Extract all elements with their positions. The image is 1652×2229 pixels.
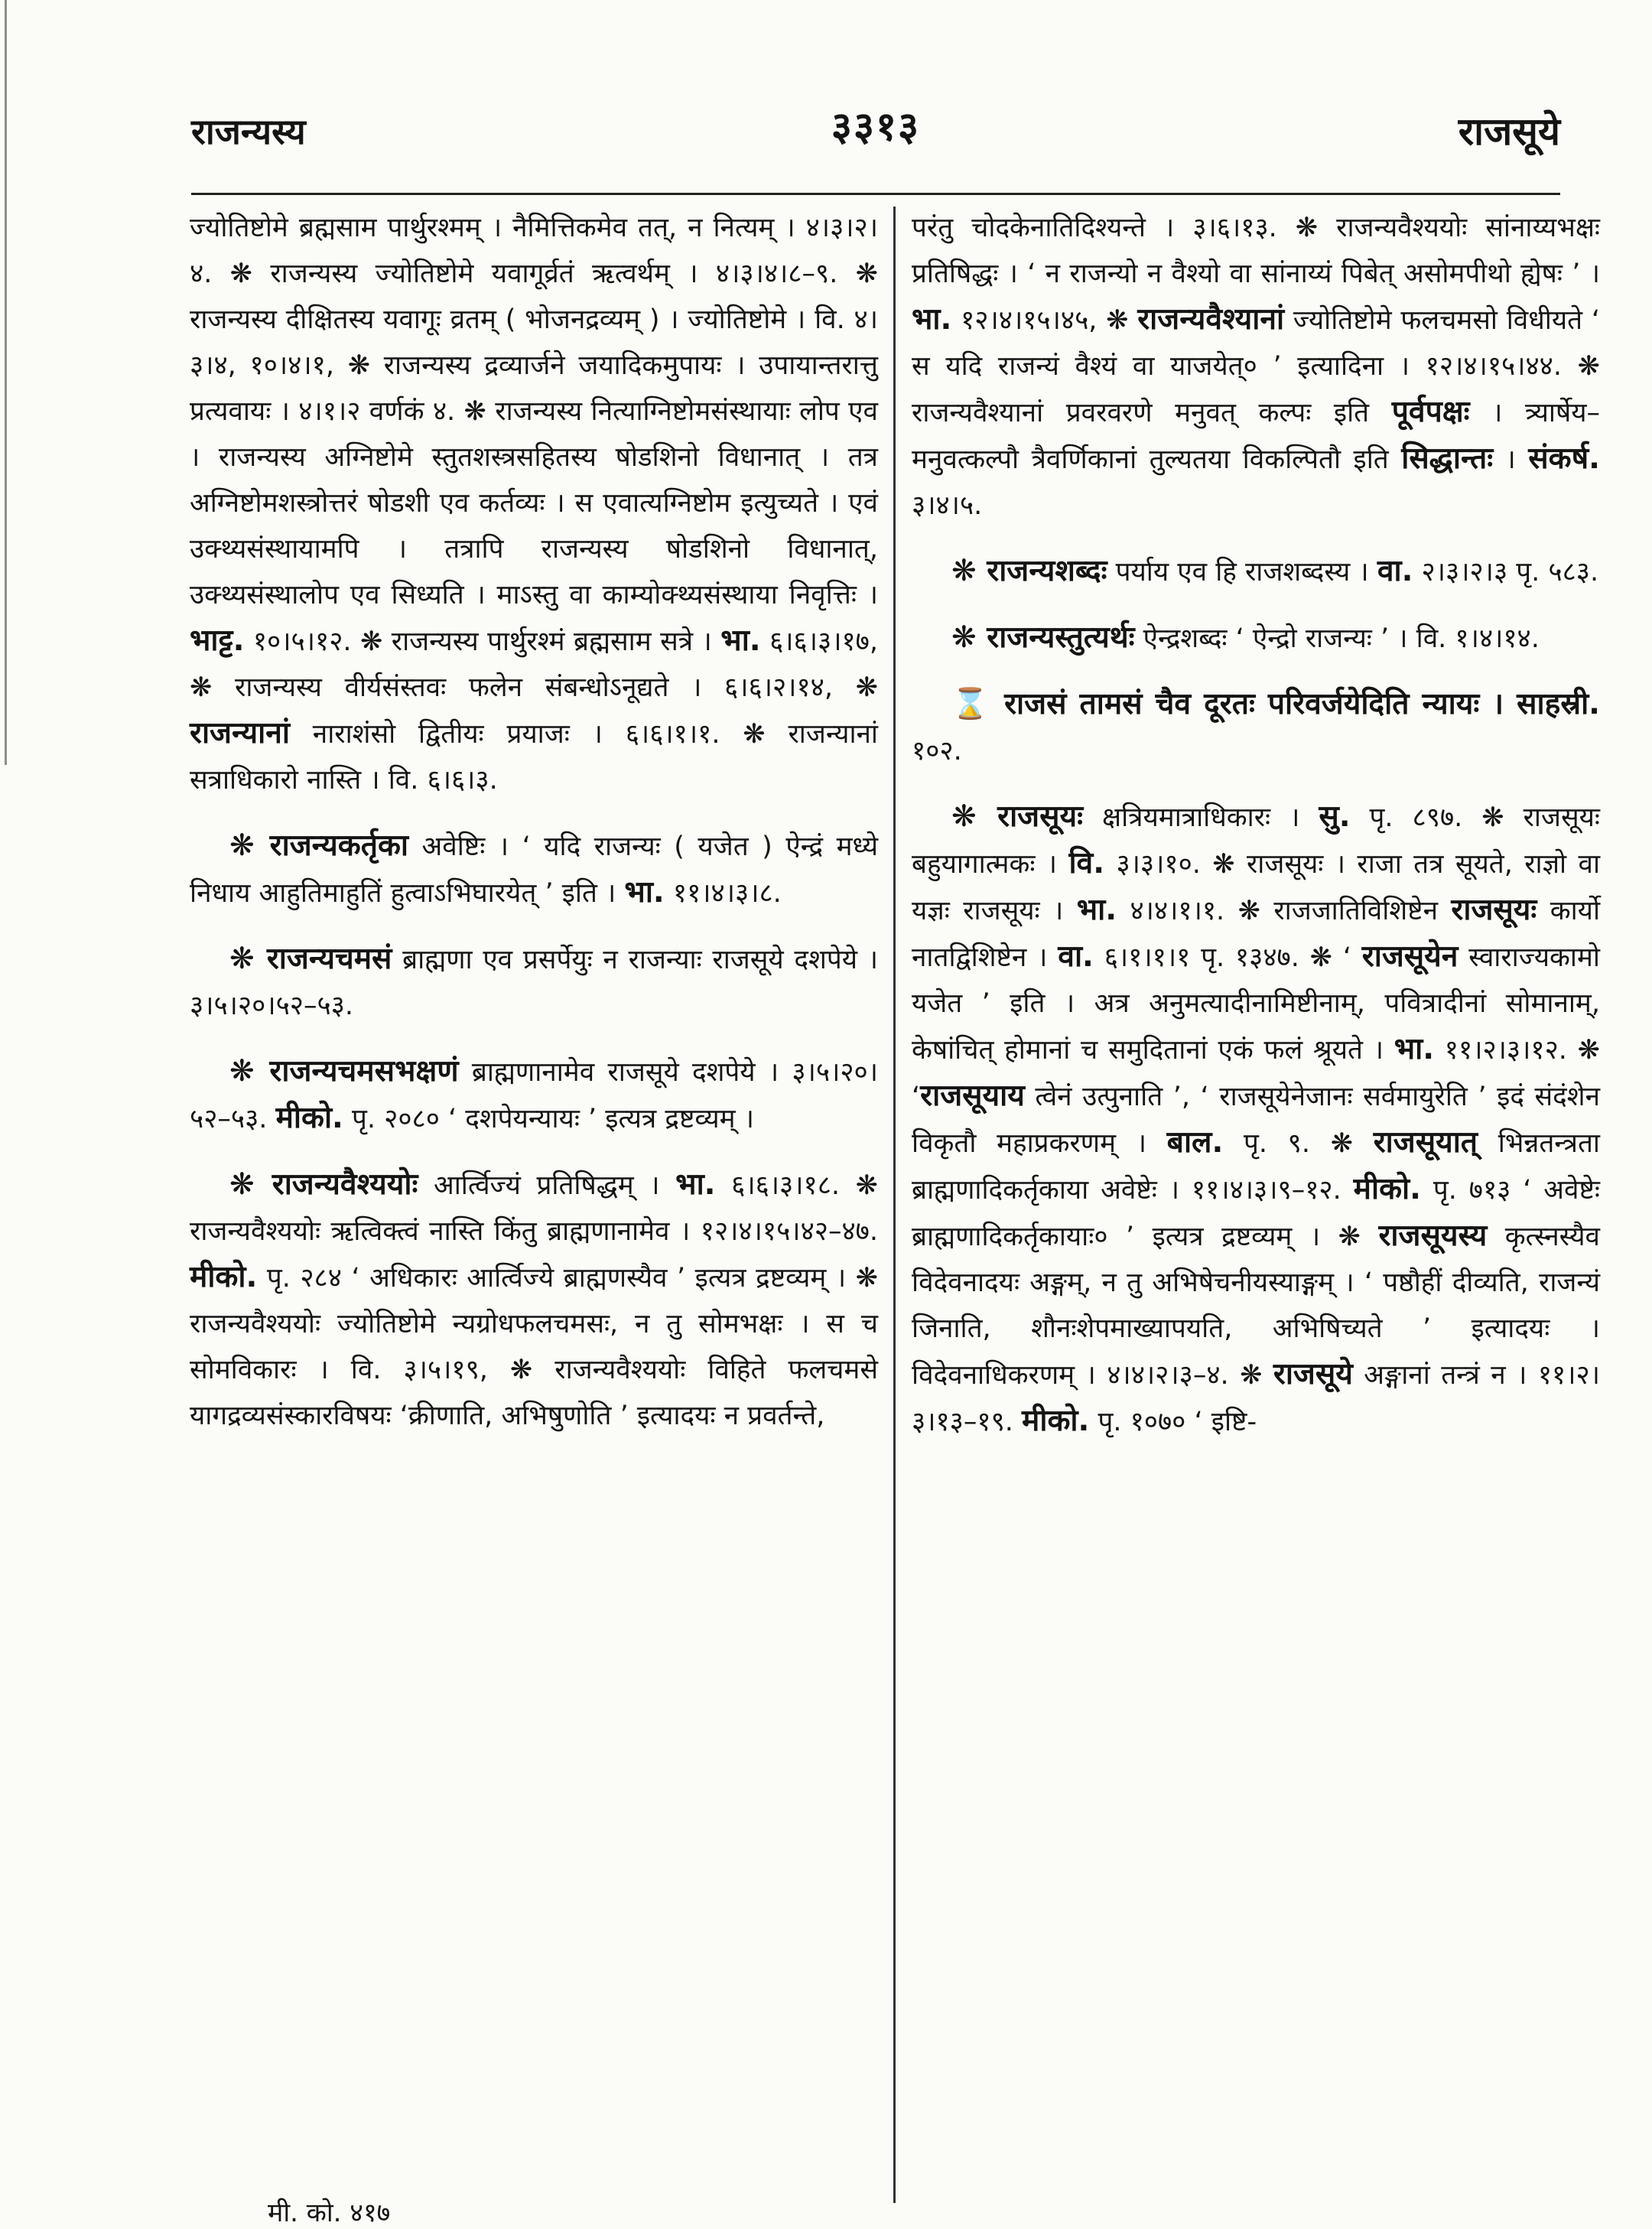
page-edge-line [5, 0, 7, 765]
entry-paragraph [912, 548, 1600, 595]
column-divider [893, 207, 896, 2203]
entry-text: ११।४।३।८. [664, 878, 782, 909]
header-right-word: राजसूये [1458, 109, 1560, 154]
entry-text: भिन्नतन्त्रता ब्राह्मणादिकर्तृकाया अवेष्टेः । ११।४।३।९–१२. [912, 1128, 1600, 1206]
headword: ❋ राजन्यकर्तृका [229, 828, 408, 863]
entry-text: । त्र्यार्षेय–मनुवत्कल्पौ त्रैवर्णिकानां तुल्यतया विकल्पितौ इति [912, 398, 1601, 475]
headword: मीको. [1022, 1404, 1090, 1438]
headword: मीको. [275, 1101, 343, 1135]
entry-text: । [1493, 444, 1529, 475]
entry-text: त्वेनं उत्पुनाति ’, ‘ राजसूयेनेजानः सर्वमायुरेति ’ इदं संदंशेन विकृतौ महाप्रकरणम् । [912, 1082, 1600, 1159]
entry-text: पृ. २०८० ‘ दशपेयन्यायः ’ इत्यत्र द्रष्टव्यम् । [343, 1104, 754, 1134]
headword: ❋ राजन्यवैश्ययोः [229, 1167, 418, 1202]
headword: भा. [912, 302, 952, 337]
headword: राजसूयः [1451, 893, 1537, 927]
headword: राजसूयेन [1361, 939, 1459, 974]
headword: वा. [1058, 939, 1094, 974]
headword: ❋ राजन्यस्तुत्यर्थः [951, 620, 1135, 655]
entry-text: ३।४।५. [912, 490, 983, 521]
headword: भा. [1393, 1032, 1435, 1066]
entry-text: १०।५।१२. ❋ राजन्यस्य पार्थुरश्मं ब्रह्मसाम सत्रे । [244, 626, 721, 657]
header-rule [191, 193, 1560, 195]
headword: भा. [624, 875, 665, 909]
entry-text: पर्याय एव हि राजशब्दस्य । [1107, 557, 1377, 587]
entry-text: कृत्स्नस्यैव विदेवनादयः अङ्गम्, न तु अभिषेचनीयस्याङ्गम् । ‘ पष्ठौहीं दीव्यति, राजन्यं जिनाति, शौनःशेपमाख्यापयति, अभिषिच्यते ’ इत्यादयः । विदेवनाधिकरणम् । ४।४।२।३–४. ❋ [912, 1222, 1600, 1391]
headword: राजन्यानां [190, 716, 290, 750]
entry-text: आर्त्विज्यं प्रतिषिद्धम् । [418, 1170, 676, 1201]
page-number: ३३१३ [831, 104, 921, 150]
entry-paragraph [912, 205, 1600, 529]
entry-text: पृ. ७१३ ‘ अवेष्टेः ब्राह्मणादिकर्तृकायाः० ’ इत्यत्र द्रष्टव्यम् । ❋ [912, 1175, 1600, 1252]
entry-text: ६।६।३।१७, ❋ राजन्यस्य वीर्यसंस्तवः फलेन संबन्धोऽनूद्यते । ६।६।२।१४, ❋ [190, 626, 879, 703]
entry-text: ब्राह्मणा एव प्रसर्पेयुः न राजन्याः राजसूये दशपेये । ३।५।२०।५२–५३. [190, 945, 878, 1021]
entry-text: ११।२।३।१२. ❋ ‘ [912, 1035, 1600, 1112]
headword: मीको. [190, 1260, 258, 1294]
entry-paragraph [190, 936, 878, 1029]
entry-paragraph [190, 823, 878, 916]
entry-text: १०२. [912, 736, 962, 766]
left-column [190, 205, 878, 1459]
headword: वा. [1377, 554, 1413, 588]
entry-paragraph [912, 615, 1600, 662]
entry-text: ६।१।१।१ पृ. १३४७. ❋ ‘ [1093, 942, 1362, 973]
headword: बाल. [1166, 1125, 1224, 1160]
entry-text: परंतु चोदकेनातिदिश्यन्ते । ३।६।१३. ❋ राजन्यवैश्ययोः सांनाय्यभक्षः प्रतिषिद्धः । ‘ न राजन्यो न वैश्यो वा सांनाय्यं पिबेत् असोमपीथो ह्येषः ’ । [912, 213, 1600, 289]
entry-text: नाराशंसो द्वितीयः प्रयाजः । ६।६।१।१. ❋ राजन्यानां सत्राधिकारो नास्ति । वि. ६।६।३. [190, 719, 878, 796]
page-header [191, 104, 1560, 176]
entry-text: पृ. १०७० ‘ इष्टि- [1089, 1407, 1257, 1437]
entry-text: पृ. २८४ ‘ अधिकारः आर्त्विज्ये ब्राह्मणस्यैव ’ इत्यत्र द्रष्टव्यम् । ❋ राजन्यवैश्ययोः ज्योतिष्टोमे न्यग्रोधफलचमसः, न तु सोमभक्षः । स च सोमविकारः । वि. ३।५।१९, ❋ राजन्यवैश्ययोः विहिते फलचमसे यागद्रव्यसंस्कारविषयः ‘क्रीणाति, अभिषुणोति ’ इत्यादयः न प्रवर्तन्ते, [190, 1263, 878, 1431]
entry-text: २।३।२।३ पृ. ५८३. [1413, 557, 1599, 587]
headword: भा. [675, 1167, 716, 1202]
headword: भा. [1076, 893, 1117, 927]
entry-paragraph [190, 1162, 878, 1439]
headword: ❋ राजन्यचमसभक्षणं [229, 1054, 459, 1088]
headword: राजसूयाय [920, 1079, 1025, 1113]
entry-text: अङ्गानां तन्त्रं न । ११।२।३।१३–१९. [912, 1360, 1600, 1437]
entry-text: अवेष्टिः । ‘ यदि राजन्यः ( यजेत ) ऐन्द्रं मध्ये निधाय आहुतिमाहुतिं हुत्वाऽभिघारयेत् ’ इति । [190, 831, 878, 909]
headword: वि. [1068, 846, 1105, 880]
entry-text: स्वाराज्यकामो यजेत ’ इति । अत्र अनुमत्यादीनामिष्टीनाम्, पवित्रादीनां सोमानाम्, केषांचित् होमानां च समुदितानां एकं फलं श्रूयते । [912, 942, 1600, 1066]
entry-text: ज्योतिष्टोमे ब्रह्मसाम पार्थुरश्मम् । नैमित्तिकमेव तत्, न नित्यम् । ४।३।२।४. ❋ राजन्यस्य ज्योतिष्टोमे यवागूर्व्रतं ऋत्वर्थम् । ४।३।४।८–९. ❋ राजन्यस्य दीक्षितस्य यवागूः व्रतम् ( भोजनद्रव्यम् ) । ज्योतिष्टोमे । वि. ४।३।४, १०।४।१, ❋ राजन्यस्य द्रव्यार्जने जयादिकमुपायः । उपायान्तरात्तु प्रत्यवायः । ४।१।२ वर्णकं ४. ❋ राजन्यस्य नित्याग्निष्टोमसंस्थायाः लोप एव । राजन्यस्य अग्निष्टोमे स्तुतशस्त्रसहितस्य षोडशिनो विधानात् । तत्र अग्निष्टोमशस्त्रोत्तरं षोडशी एव कर्तव्यः । स एवात्यग्निष्टोम इत्युच्यते । एवं उक्थ्यसंस्थायामपि । तत्रापि राजन्यस्य षोडशिनो विधानात्, उक्थ्यसंस्थालोप एव सिध्यति । माऽस्तु वा काम्योक्थ्यसंस्थाया निवृत्तिः । [190, 213, 878, 610]
headword: ❋ राजसूयः [951, 799, 1083, 834]
entry-text: ब्राह्मणानामेव राजसूये दशपेये । ३।५।२०।५२–५३. [190, 1057, 879, 1134]
entry-text: पृ. ८९७. ❋ राजसूयः बहुयागात्मकः । [912, 802, 1600, 880]
entry-text: ज्योतिष्टोमे फलचमसो विधीयते ‘ स यदि राजन्यं वैश्यं वा याजयेत्० ’ इत्यादिना । १२।४।१५।४४. ❋ राजन्यवैश्यानां प्रवरवरणे मनुवत् कल्पः इति [912, 305, 1600, 428]
headword: संकर्ष. [1528, 441, 1600, 476]
headword: मीको. [1353, 1172, 1421, 1206]
headword: ❋ राजन्यशब्दः [951, 554, 1107, 588]
headword: भा. [720, 623, 761, 658]
headword: राजसूये [1273, 1357, 1353, 1391]
entry-paragraph [912, 682, 1600, 774]
entry-text: ३।३।१०. ❋ राजसूयः । राजा तत्र सूयते, राज्ञो वा यज्ञः राजसूयः । [912, 849, 1601, 926]
headword: राजसूयस्य [1378, 1219, 1488, 1253]
headword: सिद्धान्तः [1401, 441, 1494, 476]
entry-text: कार्यो नातद्विशिष्टेन । [912, 896, 1601, 973]
headword: पूर्वपक्षः [1391, 395, 1470, 429]
headword: भाट्ट. [190, 623, 245, 658]
headword: सु. [1319, 799, 1351, 834]
entry-paragraph [190, 1049, 878, 1142]
headword: ❋ राजन्यचमसं [229, 942, 392, 976]
headword: राजन्यवैश्यानां [1137, 302, 1285, 337]
entry-text: ऐन्द्रशब्दः ‘ ऐन्द्रो राजन्यः ’ । वि. १।४।१४. [1134, 623, 1540, 654]
entry-paragraph [190, 205, 878, 803]
header-left-word: राजन्यस्य [191, 111, 306, 152]
headword: ⌛ राजसं तामसं चैव दूरतः परिवर्जयेदिति न्यायः । साहस्री. [951, 687, 1600, 721]
headword: राजसूयात् [1373, 1125, 1478, 1160]
entry-paragraph [912, 794, 1600, 1445]
entry-text: १२।४।१५।४५, ❋ [951, 305, 1138, 336]
entry-text: ६।६।३।१८. ❋ राजन्यवैश्ययोः ऋत्विक्त्वं नास्ति किंतु ब्राह्मणानामेव । १२।४।१५।४२–४७. [190, 1170, 879, 1247]
entry-text: पृ. ९. ❋ [1223, 1128, 1374, 1159]
right-column [912, 205, 1600, 1465]
footer-fragment: मी. को. ४१७ [268, 2198, 391, 2228]
entry-text: क्षत्रियमात्राधिकारः । [1083, 802, 1319, 833]
entry-text: ४।४।१।१. ❋ राजजातिविशिष्टेन [1117, 896, 1452, 926]
